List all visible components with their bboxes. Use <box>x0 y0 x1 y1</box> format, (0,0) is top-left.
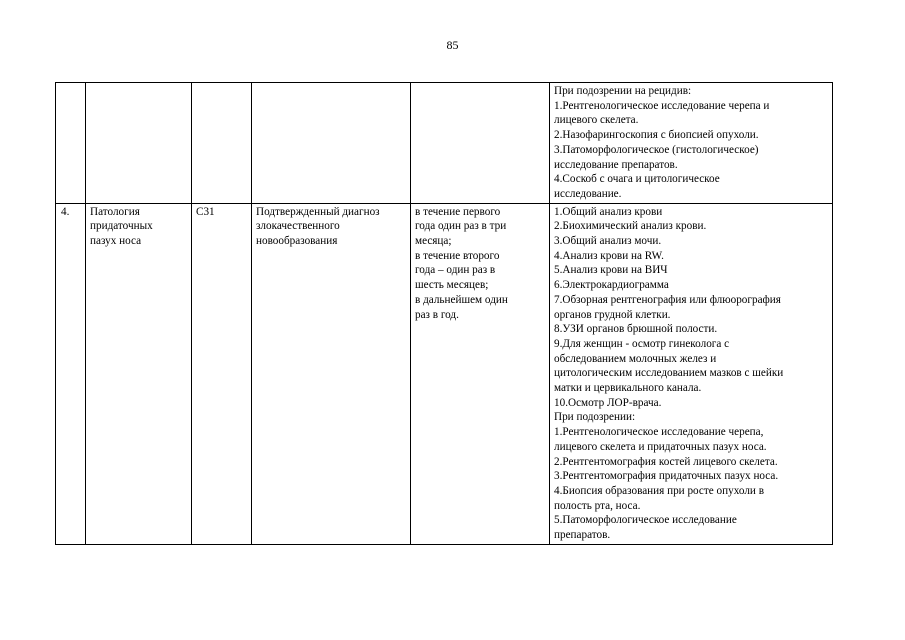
cell-text-line: 6.Электрокардиограмма <box>554 279 669 292</box>
icd-code: С31 <box>196 205 215 218</box>
row-number-cell <box>56 83 86 204</box>
frequency-cell <box>411 203 550 544</box>
frequency-cell <box>411 83 550 204</box>
cell-text-line: лицевого скелета и придаточных пазух носа. <box>554 440 767 453</box>
cell-text-line: обследованием молочных желез и <box>554 352 717 365</box>
cell-text-line: полость рта, носа. <box>554 499 641 512</box>
cell-text-line: Подтвержденный диагноз <box>256 205 380 218</box>
cell-text-line: года – один раз в <box>415 264 496 277</box>
diagnosis-cell <box>252 83 411 204</box>
cell-text-line: придаточных <box>90 220 153 233</box>
cell-text-line: 8.УЗИ органов брюшной полости. <box>554 323 718 336</box>
cell-text-line: 1.Рентгенологическое исследование черепа, <box>554 426 764 439</box>
cell-text-line: препаратов. <box>554 529 611 542</box>
cell-text-line: 3.Общий анализ мочи. <box>554 235 662 248</box>
cell-text-line: 5.Анализ крови на ВИЧ <box>554 264 668 277</box>
disease-cell <box>86 203 192 544</box>
code-cell <box>192 203 252 544</box>
cell-text-line: 9.Для женщин - осмотр гинеколога с <box>554 337 730 350</box>
page-number: 85 <box>446 38 459 52</box>
cell-text-line: исследование. <box>554 187 622 200</box>
diagnosis-cell <box>252 203 411 544</box>
examinations-cell <box>550 83 833 204</box>
code-cell <box>192 83 252 204</box>
cell-text-line: пазух носа <box>90 235 142 248</box>
row-number: 4. <box>61 205 70 218</box>
cell-text-line: 4.Биопсия образования при росте опухоли в <box>554 484 764 497</box>
cell-text-line: 10.Осмотр ЛОР-врача. <box>554 396 662 409</box>
cell-text-line: лицевого скелета. <box>554 114 639 127</box>
cell-text-line: шесть месяцев; <box>415 279 489 292</box>
cell-text-line: органов грудной клетки. <box>554 308 671 321</box>
cell-text-line: новообразования <box>256 235 338 248</box>
cell-text-line: 4.Анализ крови на RW. <box>554 249 664 262</box>
cell-text-line: 3.Патоморфологическое (гистологическое) <box>554 143 759 156</box>
cell-text-line: в течение второго <box>415 249 500 262</box>
cell-text-line: исследование препаратов. <box>554 158 678 171</box>
cell-text-line: раз в год. <box>415 308 459 321</box>
table-row <box>56 83 833 204</box>
cell-text-line: матки и цервикального канала. <box>554 382 702 395</box>
row-number-cell <box>56 203 86 544</box>
table-row <box>56 203 833 544</box>
cell-text-line: 2.Биохимический анализ крови. <box>554 220 707 233</box>
cell-text-line: месяца; <box>415 235 452 248</box>
cell-text-line: 5.Патоморфологическое исследование <box>554 514 737 527</box>
cell-text-line: 2.Рентгентомография костей лицевого скелета. <box>554 455 778 468</box>
cell-text-line: 3.Рентгентомография придаточных пазух носа. <box>554 470 779 483</box>
cell-text-line: 1.Общий анализ крови <box>554 205 663 218</box>
disease-cell <box>86 83 192 204</box>
cell-text-line: года один раз в три <box>415 220 507 233</box>
cell-text-line: При подозрении: <box>554 411 636 424</box>
cell-text-line: Патология <box>90 205 140 218</box>
cell-text-line: 1.Рентгенологическое исследование черепа и <box>554 99 770 112</box>
cell-text-line: 2.Назофарингоскопия с биопсией опухоли. <box>554 129 759 142</box>
cell-text-line: злокачественного <box>256 220 340 233</box>
examinations-cell <box>550 203 833 544</box>
cell-text-line: в дальнейшем один <box>415 293 508 306</box>
cell-text-line: в течение первого <box>415 205 501 218</box>
cell-text-line: цитологическим исследованием мазков с шейки <box>554 367 784 380</box>
cell-text-line: 4.Соскоб с очага и цитологическое <box>554 173 720 186</box>
cell-text-line: При подозрении на рецидив: <box>554 85 692 97</box>
cell-text-line: 7.Обзорная рентгенография или флюорография <box>554 293 781 306</box>
medical-table <box>55 82 833 545</box>
